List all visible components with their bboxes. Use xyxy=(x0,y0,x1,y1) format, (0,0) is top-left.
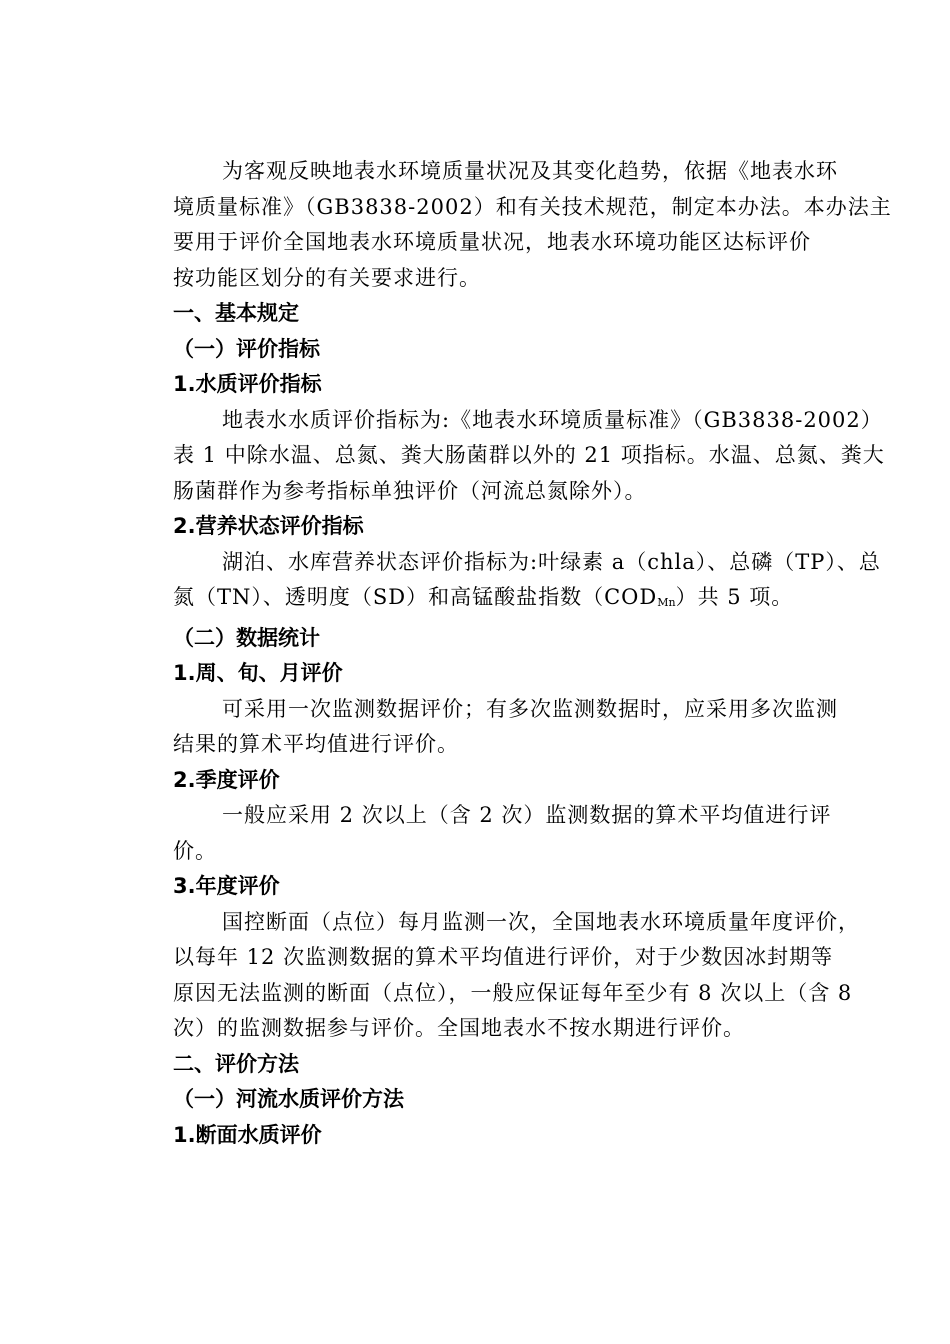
quarterly-paragraph xyxy=(124,798,830,869)
item-heading-trophic: 2.营养状态评价指标 xyxy=(173,514,364,538)
item-heading-quarterly: 2.季度评价 xyxy=(173,767,280,792)
text-line: 为客观反映地表水环境质量状况及其变化趋势，依据《地表水环 xyxy=(222,159,838,183)
text-line: 可采用一次监测数据评价；有多次监测数据时，应采用多次监测 xyxy=(222,696,838,721)
weekly-paragraph xyxy=(124,692,838,763)
subsection-heading-statistics: （二）数据统计 xyxy=(173,625,320,650)
text-line: 原因无法监测的断面（点位），一般应保证每年至少有 8 次以上（含 8 xyxy=(173,980,853,1005)
intro-paragraph xyxy=(124,154,892,296)
water-quality-paragraph xyxy=(124,403,885,510)
text-line: 地表水水质评价指标为:《地表水环境质量标准》（GB3838-2002） xyxy=(222,407,883,432)
text-line: 境质量标准》（GB3838-2002）和有关技术规范，制定本办法。本办法主 xyxy=(173,194,892,219)
text-line: 湖泊、水库营养状态评价指标为:叶绿素 a（chla）、总磷（TP）、总 xyxy=(222,549,881,574)
item-heading-section-quality: 1.断面水质评价 xyxy=(173,1122,322,1147)
item-heading-weekly: 1.周、旬、月评价 xyxy=(173,661,343,685)
subsection-heading-river-methods: （一）河流水质评价方法 xyxy=(173,1087,404,1111)
text-line: 结果的算术平均值进行评价。 xyxy=(173,732,459,756)
item-heading-water-quality: 1.水质评价指标 xyxy=(173,372,322,396)
subsection-heading-indicators: （一）评价指标 xyxy=(173,336,320,361)
text-fragment: 氮（TN）、透明度（SD）和高锰酸盐指数（COD xyxy=(173,585,658,609)
text-line: 一般应采用 2 次以上（含 2 次）监测数据的算术平均值进行评 xyxy=(222,803,832,827)
text-line: 肠菌群作为参考指标单独评价（河流总氮除外）。 xyxy=(173,478,647,503)
section-heading-basic-rules: 一、基本规定 xyxy=(173,301,299,325)
text-line xyxy=(124,580,830,621)
text-line: 价。 xyxy=(173,838,217,863)
trophic-paragraph xyxy=(124,545,881,621)
annual-paragraph xyxy=(124,905,860,1047)
document-body xyxy=(124,154,892,1153)
section-heading-methods: 二、评价方法 xyxy=(173,1051,299,1076)
text-line: 表 1 中除水温、总氮、粪大肠菌群以外的 21 项指标。水温、总氮、粪大 xyxy=(173,443,885,467)
item-heading-annual: 3.年度评价 xyxy=(173,874,280,898)
text-line: 次）的监测数据参与评价。全国地表水不按水期进行评价。 xyxy=(173,1016,745,1040)
subscript: Mn xyxy=(657,596,676,609)
text-line: 按功能区划分的有关要求进行。 xyxy=(173,265,481,290)
text-line: 以每年 12 次监测数据的算术平均值进行评价，对于少数因冰封期等 xyxy=(173,945,834,969)
text-line: 国控断面（点位）每月监测一次，全国地表水环境质量年度评价， xyxy=(222,909,860,934)
text-line: 要用于评价全国地表水环境质量状况，地表水环境功能区达标评价 xyxy=(173,230,811,254)
text-fragment: ）共 5 项。 xyxy=(675,585,794,609)
